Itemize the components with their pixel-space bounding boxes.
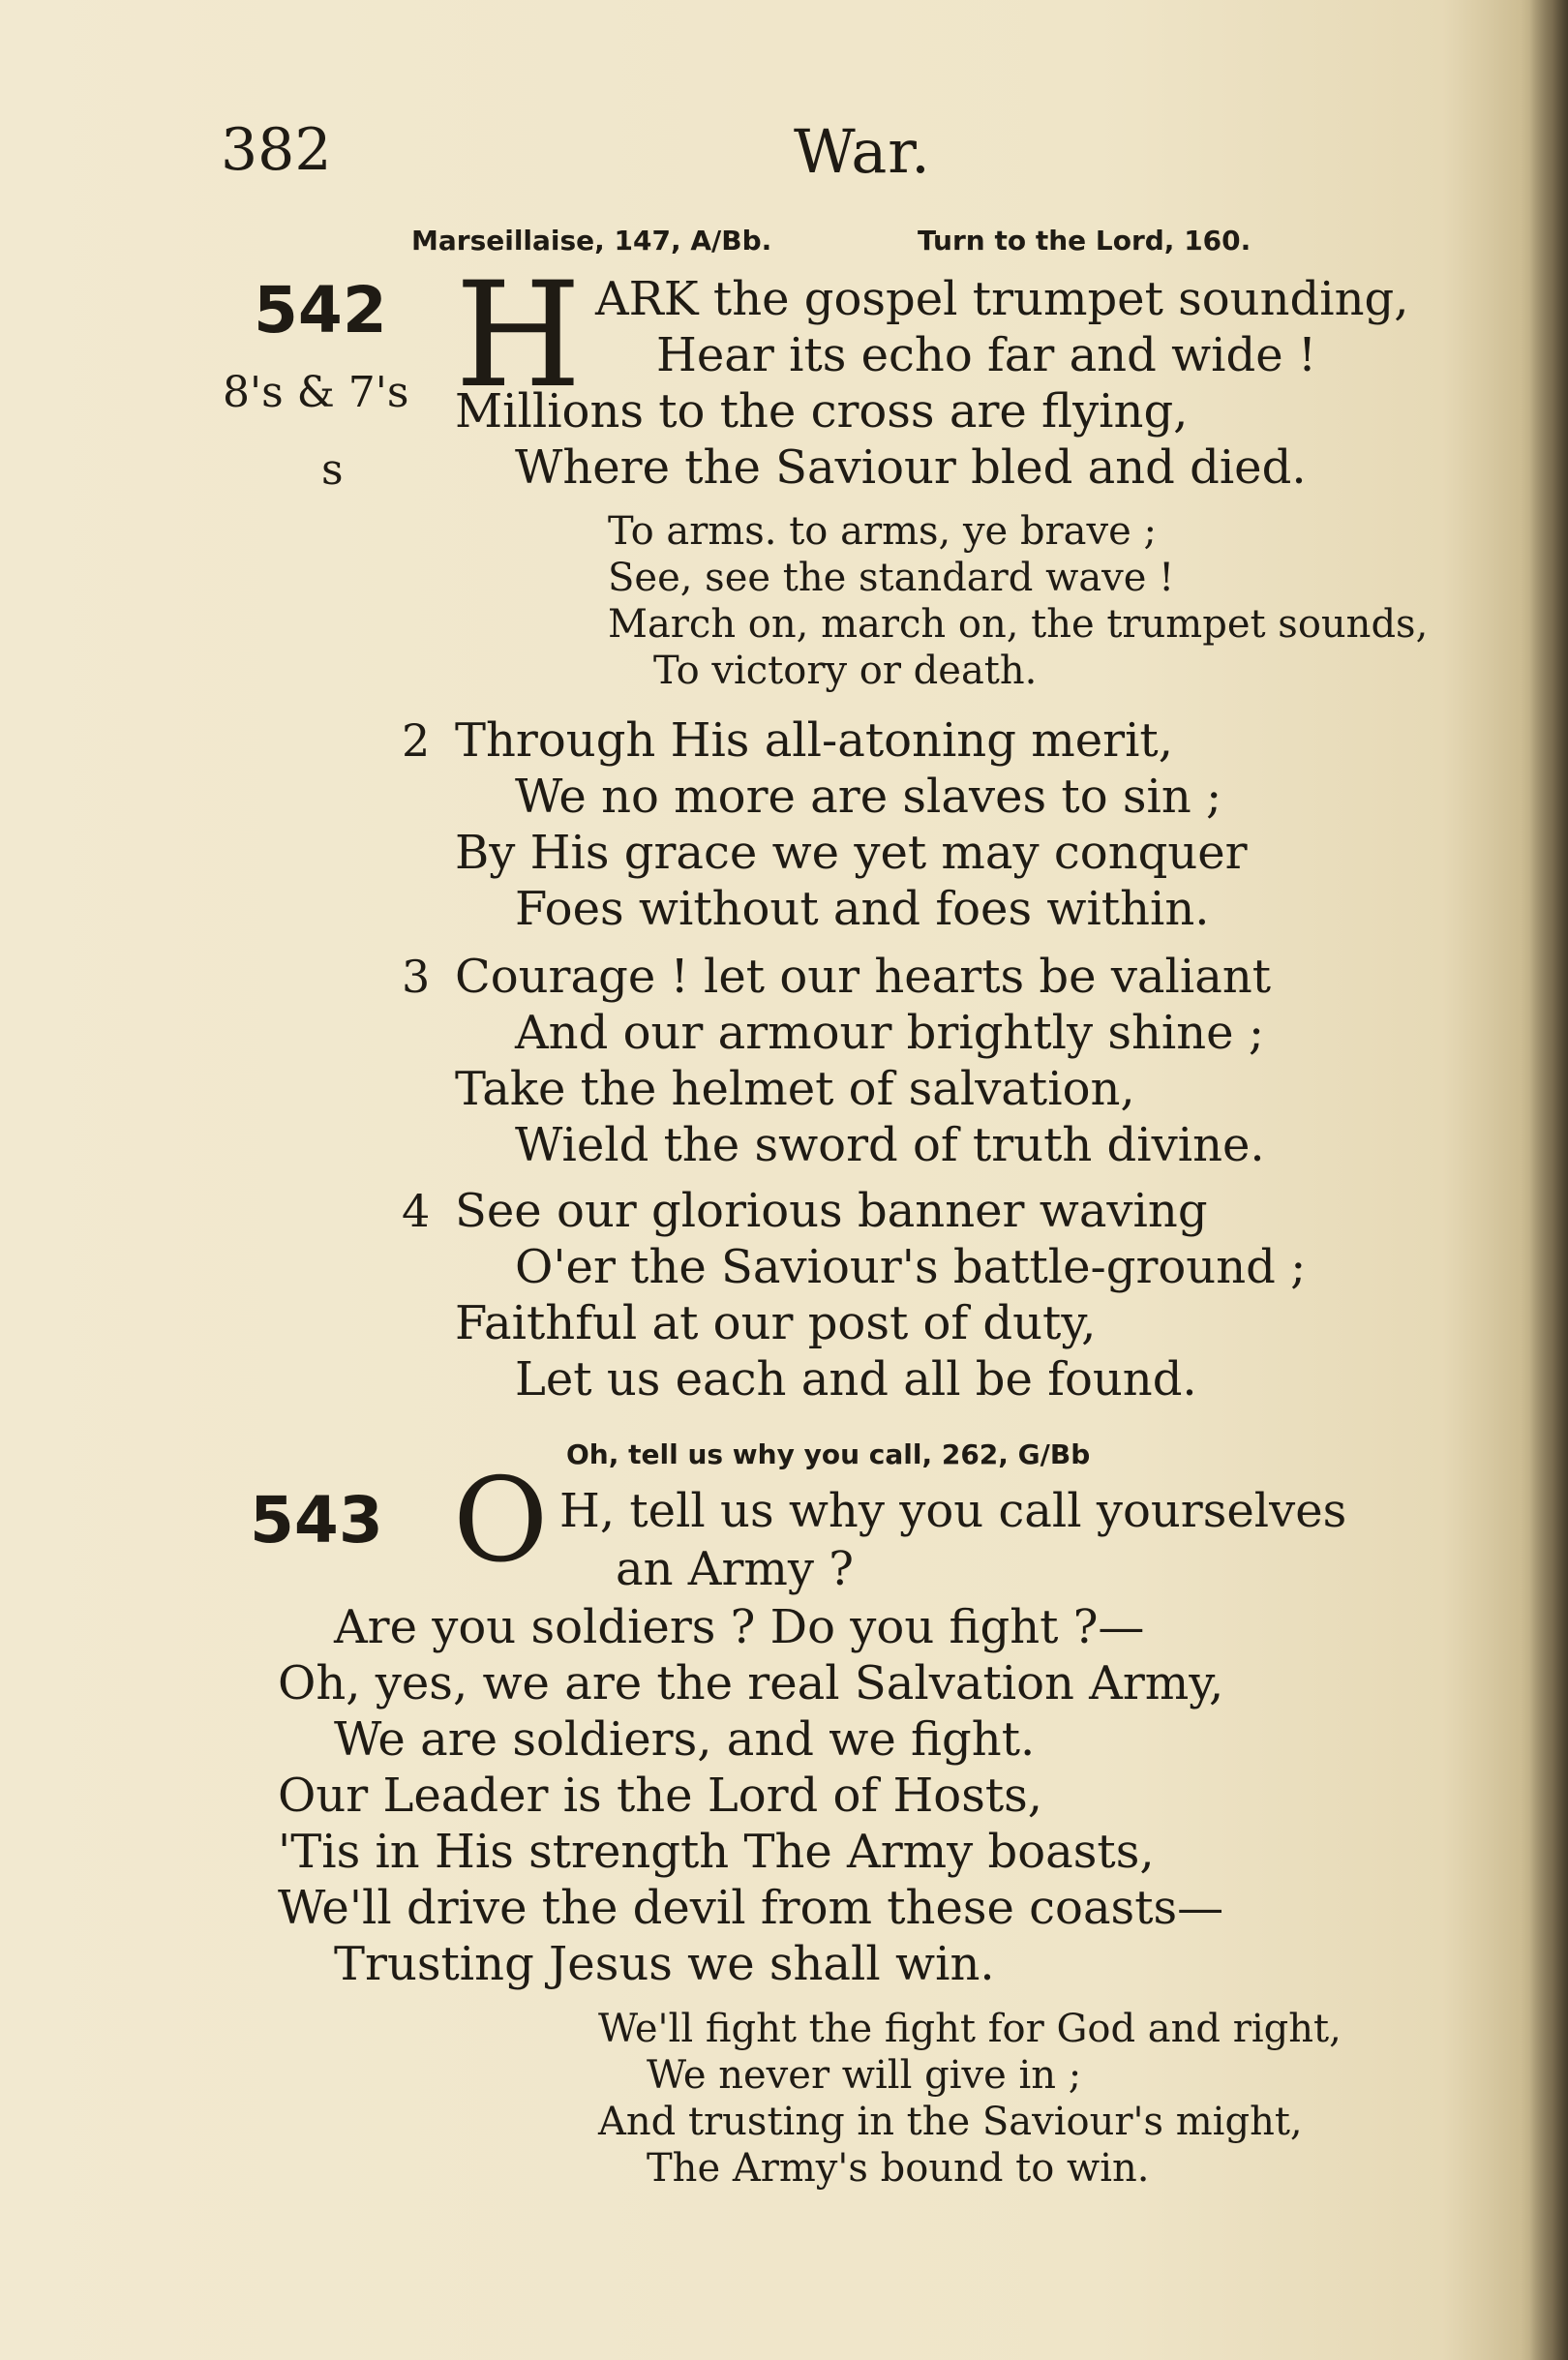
chorus-line: March on, march on, the trumpet sounds, [608, 602, 1429, 647]
verse-line: Millions to the cross are flying, [455, 384, 1189, 439]
running-title: War. [794, 116, 931, 187]
chorus-line: We never will give in ; [647, 2053, 1082, 2098]
hymn-meter: 8's & 7's [223, 368, 409, 417]
verse-line: Oh, yes, we are the real Salvation Army, [278, 1656, 1224, 1710]
verse-line: Our Leader is the Lord of Hosts, [278, 1769, 1043, 1823]
hymn-number: 543 [250, 1483, 383, 1558]
chorus-line: And trusting in the Saviour's might, [598, 2100, 1303, 2144]
verse-line: Foes without and foes within. [515, 882, 1210, 936]
verse-line: an Army ? [616, 1542, 855, 1596]
verse-line: Courage ! let our hearts be valiant [455, 950, 1272, 1004]
verse-line: H, tell us why you call yourselves [559, 1484, 1347, 1538]
verse-line: ARK the gospel trumpet sounding, [595, 272, 1409, 326]
tune-reference: Marseillaise, 147, A/Bb. [411, 225, 772, 257]
chorus-line: To victory or death. [653, 649, 1038, 693]
verse-line: O'er the Saviour's battle-ground ; [515, 1240, 1307, 1294]
tune-reference: Oh, tell us why you call, 262, G/Bb [566, 1438, 1091, 1470]
verse-number: 2 [402, 714, 431, 767]
verse-number: 4 [402, 1185, 431, 1237]
hymn-meter-suffix: s [321, 445, 344, 495]
verse-line: We are soldiers, and we fight. [334, 1712, 1036, 1767]
verse-line: We no more are slaves to sin ; [515, 770, 1222, 824]
chorus-line: We'll fight the fight for God and right, [598, 2007, 1342, 2051]
verse-line: Take the helmet of salvation, [455, 1062, 1135, 1116]
verse-line: 'Tis in His strength The Army boasts, [278, 1825, 1155, 1879]
drop-cap: H [455, 252, 582, 420]
verse-line: And our armour brightly shine ; [515, 1006, 1264, 1060]
verse-line: Hear its echo far and wide ! [656, 328, 1317, 382]
page-number: 382 [221, 116, 332, 184]
page-gutter-shadow [1529, 0, 1568, 2360]
drop-cap: O [453, 1454, 549, 1588]
verse-number: 3 [402, 951, 431, 1003]
verse-line: By His grace we yet may conquer [455, 826, 1248, 880]
hymn-number: 542 [254, 273, 387, 348]
verse-line: We'll drive the devil from these coasts— [278, 1881, 1224, 1935]
verse-line: Trusting Jesus we shall win. [334, 1937, 995, 1991]
chorus-line: The Army's bound to win. [647, 2146, 1150, 2191]
verse-line: Wield the sword of truth divine. [515, 1118, 1265, 1172]
verse-line: See our glorious banner waving [455, 1184, 1208, 1238]
verse-line: Faithful at our post of duty, [455, 1296, 1097, 1350]
verse-line: Where the Saviour bled and died. [515, 440, 1307, 495]
chorus-line: To arms. to arms, ye brave ; [608, 509, 1157, 554]
verse-line: Let us each and all be found. [515, 1352, 1197, 1407]
tune-reference-alt: Turn to the Lord, 160. [918, 225, 1251, 257]
verse-line: Through His all-atoning merit, [455, 713, 1173, 768]
verse-line: Are you soldiers ? Do you fight ?— [334, 1600, 1145, 1654]
chorus-line: See, see the standard wave ! [608, 556, 1175, 600]
